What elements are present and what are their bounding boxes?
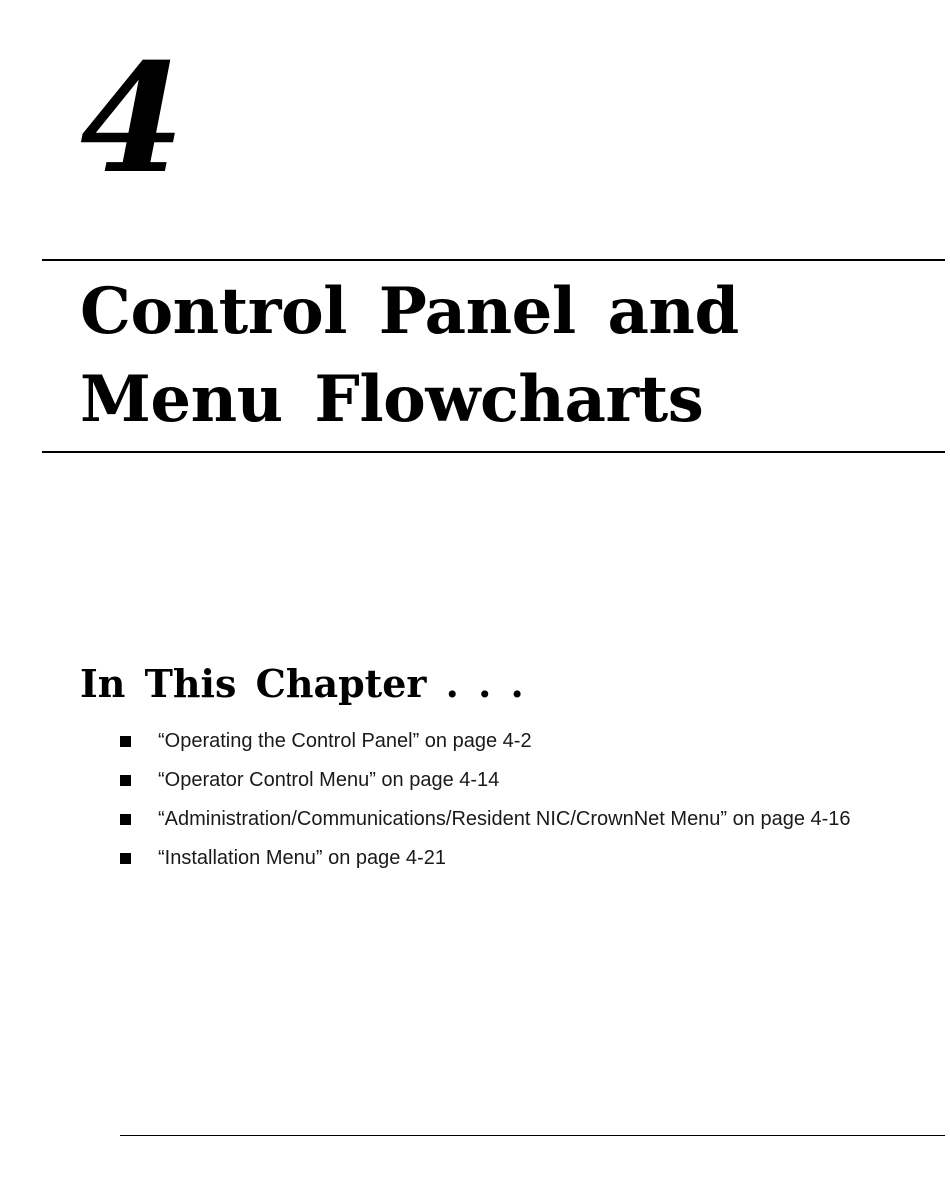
top-divider [42, 259, 945, 261]
chapter-title [80, 268, 739, 444]
list-item[interactable] [120, 839, 851, 878]
toc-link-text[interactable]: “Installation Menu” on page 4-21 [158, 847, 446, 869]
chapter-number: 4 [80, 31, 179, 207]
toc-link-text[interactable]: “Operating the Control Panel” on page 4-2 [158, 730, 532, 752]
title-divider [42, 451, 945, 453]
list-item[interactable] [120, 722, 851, 761]
section-heading: In This Chapter . . . [80, 661, 524, 706]
list-item[interactable] [120, 800, 851, 839]
chapter-title-line-1: Control Panel and [80, 274, 739, 349]
toc-link-text[interactable]: “Administration/Communications/Resident NIC/CrownNet Menu” on page 4-16 [158, 808, 851, 830]
square-bullet-icon [120, 853, 131, 864]
chapter-contents-list [120, 722, 851, 878]
toc-link-text[interactable]: “Operator Control Menu” on page 4-14 [158, 769, 500, 791]
footer-divider [120, 1135, 945, 1136]
chapter-title-line-2: Menu Flowcharts [80, 362, 704, 437]
list-item[interactable] [120, 761, 851, 800]
square-bullet-icon [120, 814, 131, 825]
square-bullet-icon [120, 736, 131, 747]
square-bullet-icon [120, 775, 131, 786]
